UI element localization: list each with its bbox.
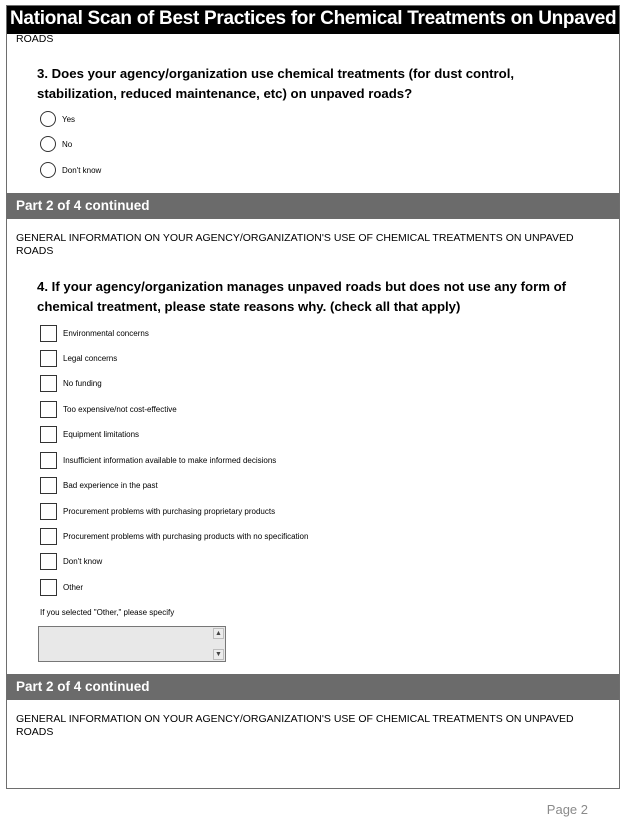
q4-option-too-expensive[interactable] bbox=[40, 399, 177, 419]
other-specify-label: If you selected "Other," please specify bbox=[40, 608, 175, 617]
scroll-down-icon[interactable]: ▼ bbox=[213, 649, 224, 660]
radio-button[interactable] bbox=[40, 162, 56, 178]
q3-option-no[interactable] bbox=[40, 134, 72, 154]
q4-option-procurement-no-spec[interactable] bbox=[40, 526, 308, 546]
other-specify-textarea[interactable] bbox=[38, 626, 226, 662]
checkbox[interactable] bbox=[40, 325, 57, 342]
checkbox[interactable] bbox=[40, 452, 57, 469]
checkbox[interactable] bbox=[40, 375, 57, 392]
checkbox[interactable] bbox=[40, 401, 57, 418]
option-label: Procurement problems with purchasing proprietary products bbox=[63, 506, 276, 516]
checkbox[interactable] bbox=[40, 553, 57, 570]
q4-option-no-funding[interactable] bbox=[40, 373, 102, 393]
scroll-up-icon[interactable]: ▲ bbox=[213, 628, 224, 639]
q4-option-procurement-proprietary[interactable] bbox=[40, 501, 275, 521]
option-label: Legal concerns bbox=[63, 353, 118, 363]
option-label: Procurement problems with purchasing products with no specification bbox=[63, 531, 309, 541]
question-3-line-1: 3. Does your agency/organization use chemical treatments (for dust control, bbox=[37, 66, 515, 81]
checkbox[interactable] bbox=[40, 579, 57, 596]
q4-option-dont-know[interactable] bbox=[40, 551, 102, 571]
q4-option-bad-experience[interactable] bbox=[40, 475, 158, 495]
q4-option-legal[interactable] bbox=[40, 348, 117, 368]
checkbox[interactable] bbox=[40, 528, 57, 545]
q3-option-dont-know[interactable] bbox=[40, 160, 101, 180]
q4-option-environmental[interactable] bbox=[40, 323, 149, 343]
option-label: Environmental concerns bbox=[63, 328, 149, 338]
q4-option-other[interactable] bbox=[40, 577, 83, 597]
section-band: Part 2 of 4 continued bbox=[7, 193, 619, 219]
option-label: Other bbox=[63, 582, 84, 592]
q4-option-equipment[interactable] bbox=[40, 424, 139, 444]
section-subtitle bbox=[16, 713, 574, 739]
survey-title-continued: ROADS bbox=[16, 33, 54, 45]
checkbox[interactable] bbox=[40, 503, 57, 520]
question-4-title bbox=[37, 277, 597, 317]
section-subtitle bbox=[16, 232, 574, 258]
section-subtitle-line-2: ROADS bbox=[16, 245, 54, 257]
option-label: Equipment limitations bbox=[63, 429, 140, 439]
page-number: Page 2 bbox=[546, 802, 588, 817]
section-subtitle-line-1: GENERAL INFORMATION ON YOUR AGENCY/ORGANIZATION'S USE OF CHEMICAL TREATMENTS ON UNPAVED bbox=[16, 713, 574, 725]
option-label: No funding bbox=[63, 378, 102, 388]
option-label: Yes bbox=[62, 114, 76, 124]
option-label: Don't know bbox=[63, 556, 103, 566]
option-label: Too expensive/not cost-effective bbox=[63, 404, 177, 414]
section-subtitle-line-2: ROADS bbox=[16, 726, 54, 738]
section-band: Part 2 of 4 continued bbox=[7, 674, 619, 700]
survey-page bbox=[6, 5, 620, 789]
radio-button[interactable] bbox=[40, 136, 56, 152]
option-label: Insufficient information available to make informed decisions bbox=[63, 455, 277, 465]
section-subtitle-line-1: GENERAL INFORMATION ON YOUR AGENCY/ORGANIZATION'S USE OF CHEMICAL TREATMENTS ON UNPAVED bbox=[16, 232, 574, 244]
question-4-line-2: chemical treatment, please state reasons why. (check all that apply) bbox=[37, 299, 461, 314]
radio-button[interactable] bbox=[40, 111, 56, 127]
question-3-title bbox=[37, 64, 597, 104]
question-3-line-2: stabilization, reduced maintenance, etc) on unpaved roads? bbox=[37, 86, 413, 101]
option-label: No bbox=[62, 139, 73, 149]
option-label: Don't know bbox=[62, 165, 102, 175]
survey-title: National Scan of Best Practices for Chemical Treatments on Unpaved bbox=[7, 6, 619, 34]
q3-option-yes[interactable] bbox=[40, 109, 75, 129]
checkbox[interactable] bbox=[40, 350, 57, 367]
question-4-line-1: 4. If your agency/organization manages unpaved roads but does not use any form of bbox=[37, 279, 567, 294]
checkbox[interactable] bbox=[40, 426, 57, 443]
option-label: Bad experience in the past bbox=[63, 480, 158, 490]
checkbox[interactable] bbox=[40, 477, 57, 494]
q4-option-insufficient-info[interactable] bbox=[40, 450, 276, 470]
